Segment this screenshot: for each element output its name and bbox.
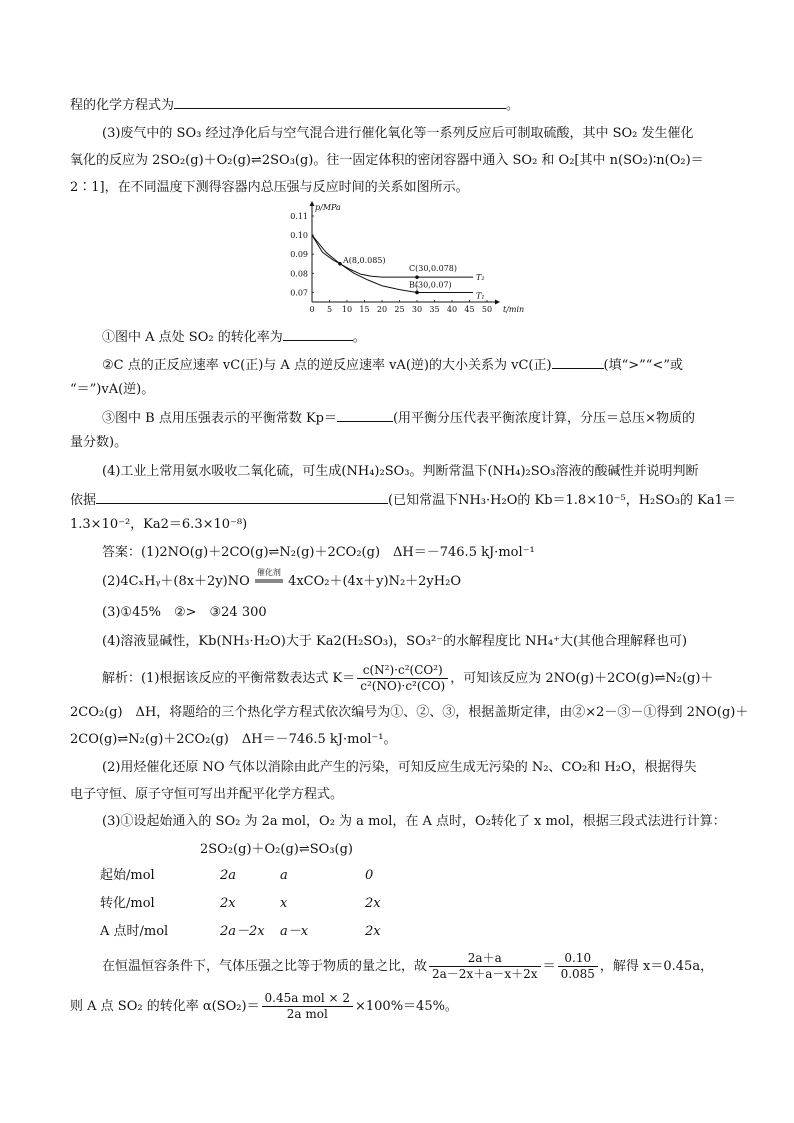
- ratio-numerator: 2a＋a: [429, 951, 541, 967]
- point-label: A(8,0.085): [343, 255, 386, 265]
- answer-2: [102, 568, 461, 592]
- k-numerator: c(N²)·c²(CO²): [357, 663, 448, 679]
- analysis-final-1: [102, 950, 713, 984]
- table-cell-row-label: 起始/mol: [100, 868, 155, 883]
- equals-sign: ＝: [542, 959, 556, 974]
- q3-line1: [102, 407, 695, 429]
- x-tick-label: 20: [376, 305, 388, 314]
- chart-axes: [290, 201, 524, 314]
- y-axis-label: p/MPa: [315, 203, 341, 212]
- answer-3: (3)①45% ②> ③24 300: [102, 605, 267, 620]
- point-marker: [415, 275, 419, 279]
- x-tick-label: 50: [481, 305, 493, 314]
- p3-line1: (3)废气中的 SO₃ 经过净化后与空气混合进行催化氧化等一系列反应后可制取硫酸，其中 SO₂ 发生催化: [102, 126, 694, 141]
- conversion-numerator: 0.45a mol × 2: [262, 991, 353, 1007]
- intro-end: 。: [506, 98, 520, 113]
- q3-text: ③图中 B 点用压强表示的平衡常数 Kp＝: [102, 411, 337, 426]
- analysis-3: 2CO(g)⇌N₂(g)＋2CO₂(g) ΔH＝－746.5 kJ·mol⁻¹。: [70, 732, 397, 747]
- x-tick-label: 40: [446, 305, 458, 314]
- pressure-denominator: 0.085: [560, 967, 595, 981]
- answer-1: 答案：(1)2NO(g)＋2CO(g)⇌N₂(g)＋2CO₂(g) ΔH＝－746.5 kJ·mol⁻¹: [102, 545, 535, 560]
- x-tick-label: 45: [464, 305, 475, 314]
- answer-blank-p4[interactable]: [96, 489, 388, 504]
- x-tick-label: 25: [394, 305, 405, 314]
- x-axis-label: t/min: [503, 305, 525, 314]
- pressure-time-chart: [278, 203, 525, 320]
- x-tick-label: 15: [359, 305, 370, 314]
- q2-line2: “＝”)vA(逆)。: [70, 382, 155, 397]
- pressure-fraction: [558, 951, 598, 982]
- final-1-pre: 在恒温恒容条件下，气体压强之比等于物质的量之比，故: [102, 959, 428, 974]
- answer-blank-q3[interactable]: [337, 407, 393, 422]
- catalyst-label: 催化剂: [256, 568, 281, 577]
- table-equation: 2SO₂(g)＋O₂(g)⇌SO₃(g): [200, 842, 353, 857]
- table-cell-col-so2: 2a: [220, 868, 237, 883]
- ratio-denominator: 2a－2x＋a－x＋2x: [432, 967, 538, 981]
- answer-blank-equation[interactable]: [174, 94, 506, 109]
- answer-2-post: 4xCO₂＋(4x＋y)N₂＋2yH₂O: [288, 574, 461, 589]
- x-axis-arrow: [495, 300, 500, 305]
- answer-blank-q1[interactable]: [283, 326, 353, 341]
- answer-4: (4)溶液显碱性，Kb(NH₃·H₂O)大于 Ka2(H₂SO₃)，SO₃²⁻的水解程度比 NH₄⁺大(其他合理解释也可): [102, 634, 688, 649]
- table-cell-col-so3: 2x: [365, 896, 381, 911]
- catalyst-arrow: [254, 568, 284, 592]
- y-tick-label: 0.10: [290, 231, 308, 241]
- x-tick-label: 0: [309, 305, 315, 314]
- p4-line1: (4)工业上常用氨水吸收二氧化硫，可生成(NH₄)₂SO₃。判断常温下(NH₄)₂SO₃溶液的酸碱性并说明判断: [102, 464, 699, 479]
- k-denominator: c²(NO)·c²(CO): [360, 679, 446, 693]
- analysis-2: 2CO₂(g) ΔH，将题给的三个热化学方程式依次编号为①、②、③，根据盖斯定律，由②×2－③－①得到 2NO(g)＋: [70, 705, 749, 720]
- p4-line2: [70, 489, 736, 511]
- table-cell-col-o2: a: [280, 868, 288, 883]
- table-cell-col-so2: 2x: [220, 896, 236, 911]
- series-label: T₂: [476, 273, 485, 283]
- analysis-1-pre: 解析：(1)根据该反应的平衡常数表达式 K＝: [102, 671, 356, 686]
- q2-line1: [102, 354, 683, 376]
- y-axis-arrow: [310, 201, 315, 206]
- conversion-fraction: [262, 991, 353, 1022]
- x-tick-label: 10: [341, 305, 353, 314]
- table-cell-col-o2: x: [280, 896, 288, 911]
- p4-text: 依据: [70, 493, 97, 508]
- table-cell-col-o2: a－x: [280, 924, 309, 939]
- q1-line: [102, 326, 366, 348]
- analysis-1-post: ，可知该反应为 2NO(g)＋2CO(g)⇌N₂(g)＋: [450, 671, 714, 686]
- y-tick-label: 0.07: [290, 288, 308, 298]
- table-cell-row-label: 转化/mol: [100, 896, 155, 911]
- analysis-5: 电子守恒、原子守恒可写出并配平化学方程式。: [70, 787, 344, 802]
- q1-end: 。: [352, 330, 366, 345]
- intro-line: [70, 94, 519, 116]
- x-tick-label: 30: [411, 305, 423, 314]
- point-marker: [415, 291, 419, 295]
- x-tick-label: 5: [326, 305, 333, 314]
- q1-text: ①图中 A 点处 SO₂ 的转化率为: [102, 330, 283, 345]
- q2-end: (填“>”“<”或: [603, 358, 683, 373]
- q2-text: ②C 点的正反应速率 vC(正)与 A 点的逆反应速率 vA(逆)的大小关系为 vC(正): [102, 358, 552, 373]
- analysis-final-2: [70, 990, 458, 1024]
- chart-labels: [338, 256, 484, 301]
- p3-line2: 氧化的反应为 2SO₂(g)＋O₂(g)⇌2SO₃(g)。往一固定体积的密闭容器中通入 SO₂ 和 O₂[其中 n(SO₂)∶n(O₂)＝: [70, 153, 704, 168]
- series-label: T₁: [476, 291, 485, 301]
- final-2-pre: 则 A 点 SO₂ 的转化率 α(SO₂)＝: [70, 999, 260, 1014]
- analysis-6: (3)①设起始通入的 SO₂ 为 2a mol，O₂ 为 a mol，在 A 点时，O₂转化了 x mol，根据三段式法进行计算：: [102, 814, 726, 829]
- point-label: C(30,0.078): [409, 264, 457, 274]
- analysis-4: (2)用烃催化还原 NO 气体以消除由此产生的污染，可知反应生成无污染的 N₂、CO₂和 H₂O，根据得失: [102, 760, 697, 775]
- point-marker: [338, 262, 342, 266]
- k-fraction: [357, 663, 448, 694]
- p3-line3: 2∶1]，在不同温度下测得容器内总压强与反应时间的关系如图所示。: [70, 180, 469, 195]
- p4-known: (已知常温下NH₃·H₂O的 Kb＝1.8×10⁻⁵，H₂SO₃的 Ka1＝: [388, 493, 736, 508]
- pressure-numerator: 0.10: [558, 951, 598, 967]
- y-tick-label: 0.08: [290, 269, 308, 279]
- table-cell-col-so3: 2x: [365, 924, 381, 939]
- intro-text: 程的化学方程式为: [70, 98, 175, 113]
- q3-line2: 量分数)。: [70, 435, 128, 450]
- analysis-1: [102, 662, 713, 696]
- q3-end: (用平衡分压代表平衡浓度计算，分压＝总压×物质的: [392, 411, 695, 426]
- table-cell-row-label: A 点时/mol: [100, 924, 169, 939]
- y-tick-label: 0.11: [290, 212, 308, 221]
- ratio-fraction: [429, 951, 541, 982]
- final-1-post: ，解得 x＝0.45a，: [599, 959, 714, 974]
- point-label: B(30,0.07): [409, 280, 452, 290]
- conversion-denominator: 2a mol: [286, 1007, 328, 1021]
- p4-line3: 1.3×10⁻²，Ka2＝6.3×10⁻⁸): [70, 517, 248, 532]
- answer-blank-q2[interactable]: [552, 354, 604, 369]
- final-2-post: ×100%＝45%。: [354, 999, 458, 1014]
- y-tick-label: 0.09: [290, 250, 308, 260]
- table-cell-col-so3: 0: [365, 868, 374, 883]
- table-cell-col-so2: 2a－2x: [220, 924, 265, 939]
- answer-2-pre: (2)4CₓHᵧ＋(8x＋2y)NO: [102, 574, 250, 589]
- x-tick-label: 35: [429, 305, 440, 314]
